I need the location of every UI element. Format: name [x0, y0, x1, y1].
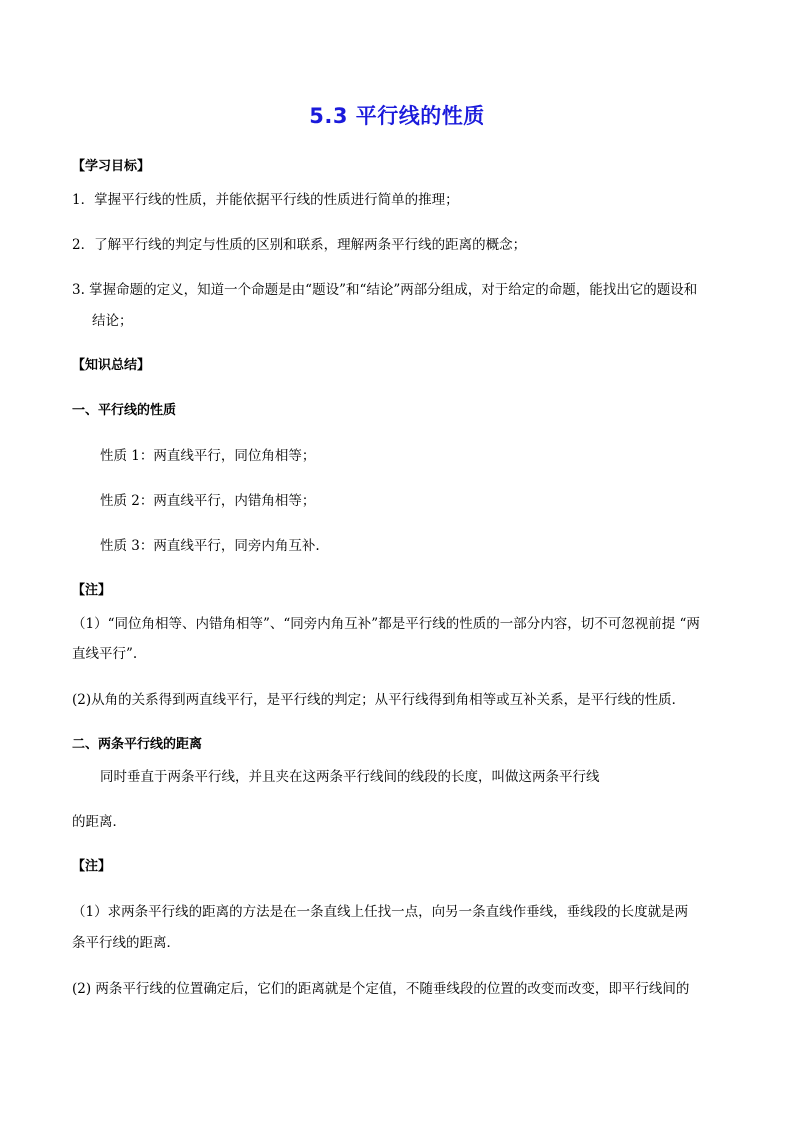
objective-item-2: 2．了解平行线的判定与性质的区别和联系，理解两条平行线的距离的概念； [72, 237, 527, 253]
page-title: 5.3 平行线的性质 [309, 104, 485, 128]
objective-item-1: 1．掌握平行线的性质，并能依据平行线的性质进行简单的推理； [72, 192, 459, 208]
summary-heading: 【知识总结】 [72, 358, 151, 373]
property-2: 性质 2：两直线平行，内错角相等； [100, 493, 316, 509]
section2-note-1-continued: 条平行线的距离． [72, 935, 180, 951]
section1-note-heading: 【注】 [72, 583, 112, 598]
property-3: 性质 3：两直线平行，同旁内角互补. [100, 538, 320, 554]
objectives-heading: 【学习目标】 [72, 159, 151, 174]
distance-definition-continued: 的距离． [72, 814, 126, 830]
section1-note-2: (2)从角的关系得到两直线平行，是平行线的判定；从平行线得到角相等或互补关系，是平行线的性质． [72, 692, 686, 708]
section1-note-1-continued: 直线平行”. [72, 646, 138, 662]
objective-item-3: 3. 掌握命题的定义，知道一个命题是由“题设”和“结论”两部分组成，对于给定的命题，能找出它的题设和 [72, 282, 698, 298]
section1-heading: 一、平行线的性质 [72, 403, 177, 418]
distance-definition: 同时垂直于两条平行线，并且夹在这两条平行线间的线段的长度，叫做这两条平行线 [100, 769, 600, 785]
section2-note-2: (2) 两条平行线的位置确定后，它们的距离就是个定值，不随垂线段的位置的改变而改变，即平行线间的 [72, 981, 690, 997]
objective-item-3-continued: 结论； [92, 313, 133, 329]
section2-note-heading: 【注】 [72, 859, 112, 874]
property-1: 性质 1：两直线平行，同位角相等； [100, 448, 316, 464]
section2-heading: 二、两条平行线的距离 [72, 737, 203, 752]
section1-note-1: （1）“同位角相等、内错角相等”、“同旁内角互补”都是平行线的性质的一部分内容，切不可忽视前提 “两 [72, 616, 700, 632]
section2-note-1: （1）求两条平行线的距离的方法是在一条直线上任找一点，向另一条直线作垂线，垂线段的长度就是两 [72, 904, 689, 920]
